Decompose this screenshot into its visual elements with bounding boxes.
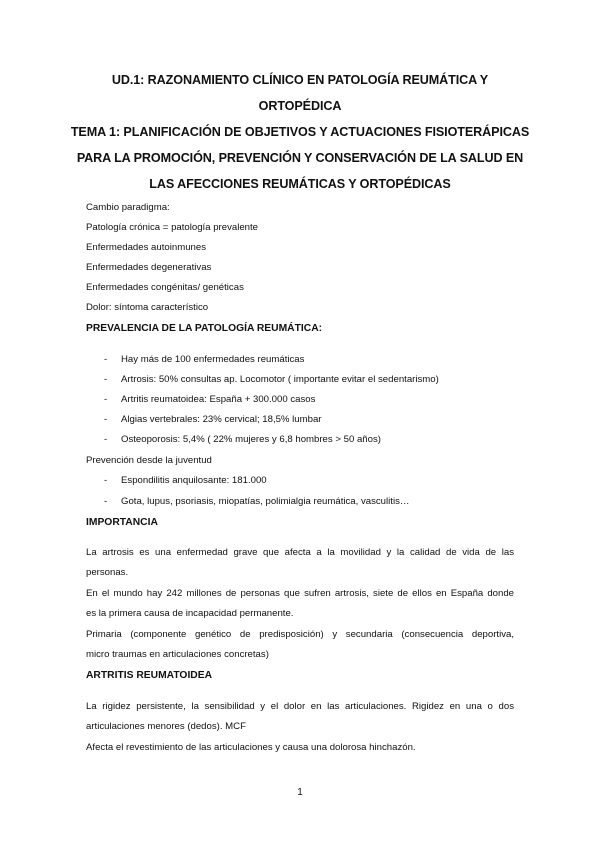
- list-dash: -: [104, 496, 108, 507]
- paragraph-line: personas.: [86, 567, 129, 578]
- list-item: Osteoporosis: 5,4% ( 22% mujeres y 6,8 hombres > 50 años): [121, 434, 381, 445]
- intro-line: Patología crónica = patología prevalente: [86, 222, 259, 233]
- list-item: Hay más de 100 enfermedades reumáticas: [121, 354, 305, 365]
- doc-title-line-3: TEMA 1: PLANIFICACIÓN DE OBJETIVOS Y ACTUACIONES FISIOTERÁPICAS: [70, 125, 530, 139]
- intro-line: Dolor: síntoma característico: [86, 302, 209, 313]
- list-item: Algias vertebrales: 23% cervical; 18,5% lumbar: [121, 414, 322, 425]
- paragraph-line: es la primera causa de incapacidad permanente.: [86, 608, 294, 619]
- intro-line: Enfermedades autoinmunes: [86, 242, 206, 253]
- list-item: Espondilitis anquilosante: 181.000: [121, 475, 267, 486]
- paragraph-line: micro traumas en articulaciones concretas): [86, 649, 269, 660]
- list-item: Gota, lupus, psoriasis, miopatías, polimialgia reumática, vasculitis…: [121, 496, 410, 507]
- paragraph-line: Primaria (componente genético de predisposición) y secundaria (consecuencia deportiva,: [86, 629, 514, 640]
- doc-title-line-1: UD.1: RAZONAMIENTO CLÍNICO EN PATOLOGÍA REUMÁTICA Y: [111, 73, 489, 87]
- page-number: 1: [297, 787, 303, 798]
- doc-title-line-4: PARA LA PROMOCIÓN, PREVENCIÓN Y CONSERVACIÓN DE LA SALUD EN: [76, 151, 524, 165]
- intro-line: Enfermedades degenerativas: [86, 262, 212, 273]
- list-item: Artritis reumatoidea: España + 300.000 casos: [121, 394, 316, 405]
- list-dash: -: [104, 394, 108, 405]
- paragraph-line: Afecta el revestimiento de las articulaciones y causa una dolorosa hinchazón.: [86, 742, 416, 753]
- prevalencia-heading: PREVALENCIA DE LA PATOLOGÍA REUMÁTICA:: [86, 323, 323, 334]
- doc-title-line-5: LAS AFECCIONES REUMÁTICAS Y ORTOPÉDICAS: [149, 177, 451, 191]
- prevencion-label: Prevención desde la juventud: [86, 455, 212, 466]
- list-dash: -: [104, 414, 108, 425]
- paragraph-line: En el mundo hay 242 millones de personas que sufren artrosis, siete de ellos en España donde: [86, 588, 514, 599]
- list-item: Artrosis: 50% consultas ap. Locomotor ( importante evitar el sedentarismo): [121, 374, 439, 385]
- list-dash: -: [104, 475, 108, 486]
- paragraph-line: articulaciones menores (dedos). MCF: [86, 721, 246, 732]
- intro-line: Enfermedades congénitas/ genéticas: [86, 282, 244, 293]
- list-dash: -: [104, 434, 108, 445]
- artritis-heading: ARTRITIS REUMATOIDEA: [86, 670, 213, 681]
- importancia-heading: IMPORTANCIA: [86, 517, 158, 528]
- intro-line: Cambio paradigma:: [86, 202, 170, 213]
- paragraph-line: La artrosis es una enfermedad grave que afecta a la movilidad y la calidad de vida de las: [86, 547, 514, 558]
- list-dash: -: [104, 374, 108, 385]
- list-dash: -: [104, 354, 108, 365]
- paragraph-line: La rigidez persistente, la sensibilidad y el dolor en las articulaciones. Rigidez en una o dos: [86, 701, 514, 712]
- doc-title-line-2: ORTOPÉDICA: [258, 99, 342, 113]
